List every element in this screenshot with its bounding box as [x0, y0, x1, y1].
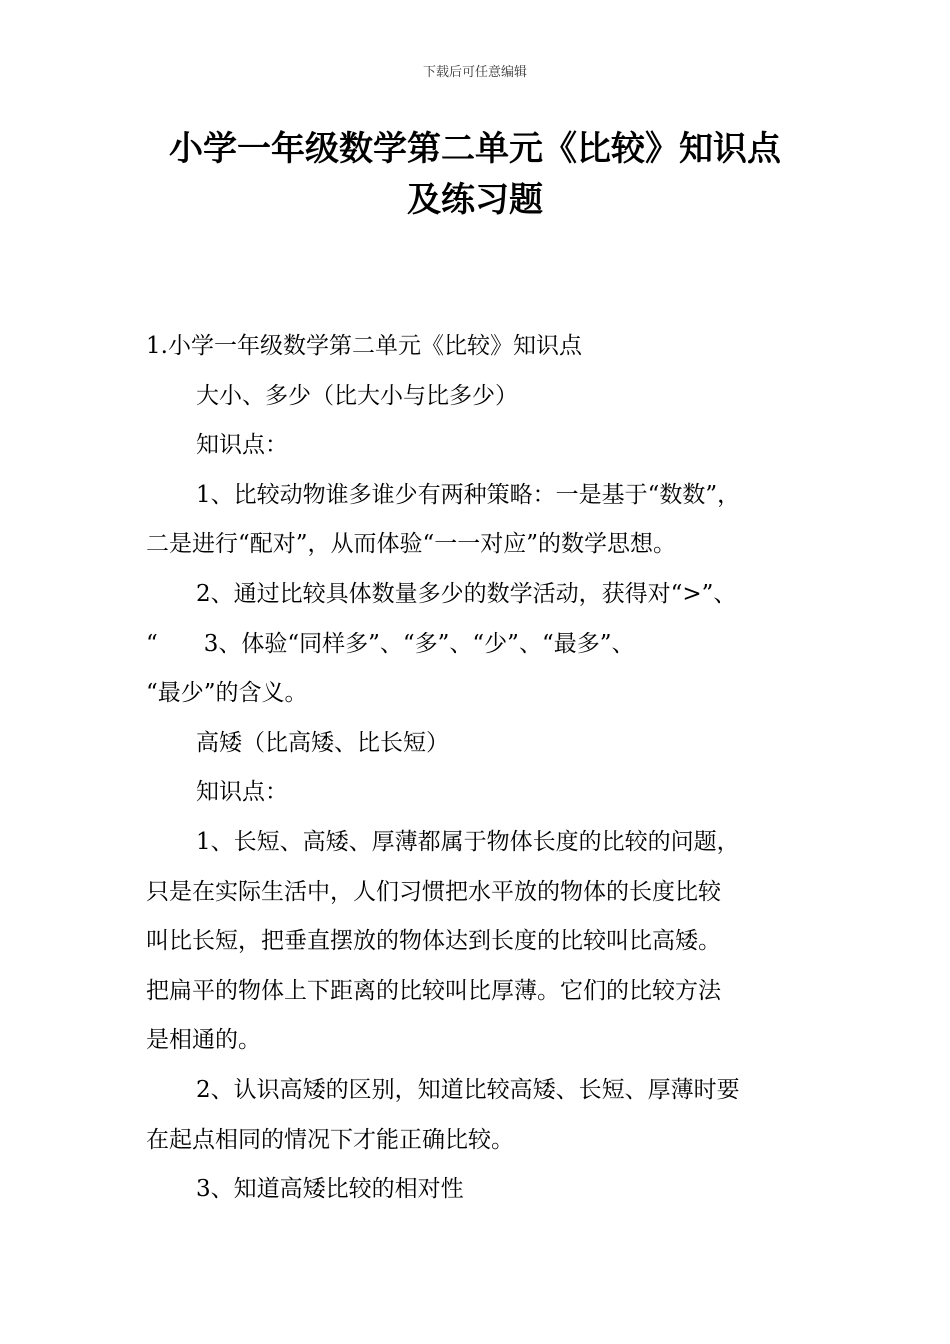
- paragraph-line: “ 3、体验“同样多”、“多”、“少”、“最多”、: [146, 630, 635, 657]
- paragraph-line: 只是在实际生活中，人们习惯把水平放的物体的长度比较: [146, 878, 721, 905]
- subsection-heading: 大小、多少（比大小与比多少）: [196, 382, 518, 409]
- paragraph-line: 1、长短、高矮、厚薄都属于物体长度的比较的问题，: [196, 828, 740, 855]
- paragraph-line: 在起点相同的情况下才能正确比较。: [146, 1126, 514, 1153]
- document-body: [146, 322, 836, 1215]
- header-note: 下载后可任意编辑: [422, 65, 527, 80]
- document-title-line-2: 及练习题: [407, 180, 543, 220]
- paragraph-line: 把扁平的物体上下距离的比较叫比厚薄。它们的比较方法: [146, 977, 721, 1004]
- section-heading: 1.小学一年级数学第二单元《比较》知识点: [146, 333, 582, 359]
- knowledge-label: 知识点：: [196, 779, 288, 806]
- paragraph-line: 2、认识高矮的区别，知道比较高矮、长短、厚薄时要: [196, 1076, 740, 1103]
- paragraph-line: “最少”的含义。: [146, 680, 308, 707]
- knowledge-label: 知识点：: [196, 432, 288, 459]
- paragraph-line: 1、比较动物谁多谁少有两种策略：一是基于“数数”，: [196, 481, 741, 508]
- paragraph-line: 3、知道高矮比较的相对性: [196, 1176, 464, 1203]
- document-title-line-1: 小学一年级数学第二单元《比较》知识点: [169, 129, 781, 169]
- paragraph-line: 叫比长短，把垂直摆放的物体达到长度的比较叫比高矮。: [146, 928, 721, 955]
- paragraph-line: 二是进行“配对”，从而体验“一一对应”的数学思想。: [146, 531, 677, 558]
- subsection-heading: 高矮（比高矮、比长短）: [196, 729, 449, 756]
- paragraph-line: 2、通过比较具体数量多少的数学活动，获得对“>”、: [196, 580, 737, 607]
- paragraph-line: 是相通的。: [146, 1027, 261, 1054]
